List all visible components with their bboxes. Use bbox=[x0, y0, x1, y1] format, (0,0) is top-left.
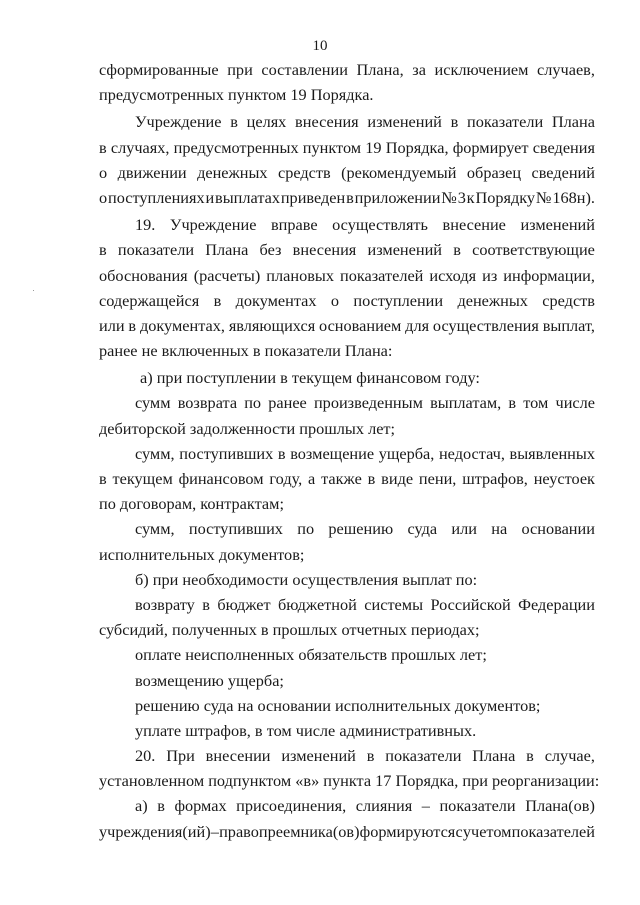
text-line bbox=[99, 341, 595, 366]
text-word: пени, bbox=[418, 469, 457, 488]
text-line bbox=[99, 188, 595, 213]
text-word: показатели bbox=[385, 746, 462, 766]
text-word: в bbox=[508, 393, 517, 413]
text-word: в bbox=[453, 240, 461, 260]
text-word: обоснования bbox=[99, 265, 188, 285]
text-word: по bbox=[244, 393, 262, 413]
text-word: о bbox=[99, 162, 108, 182]
text-word: суда bbox=[407, 519, 438, 539]
text-word: системы bbox=[364, 594, 424, 614]
text-word: случаях, bbox=[110, 137, 170, 157]
text-line bbox=[99, 138, 595, 163]
text-word: в bbox=[366, 746, 375, 766]
text-word: дебиторской задолженности прошлых лет; bbox=[99, 418, 396, 438]
text-word: слияния bbox=[355, 796, 413, 816]
text-word: приведен bbox=[280, 187, 346, 207]
text-line bbox=[99, 112, 595, 137]
text-word: Порядку bbox=[475, 187, 536, 207]
text-word: № bbox=[441, 187, 457, 207]
text-line bbox=[99, 469, 595, 494]
text-line bbox=[99, 240, 595, 265]
text-line bbox=[99, 545, 595, 570]
text-word: году, bbox=[269, 469, 303, 488]
text-word: 3 bbox=[457, 187, 466, 207]
text-word: При bbox=[166, 746, 195, 766]
text-word: установленном подпунктом «в» пункта 17 Порядка, при реорганизации: bbox=[99, 771, 600, 791]
text-word: формах bbox=[174, 796, 227, 816]
text-word: внесения bbox=[292, 240, 357, 260]
text-word: пунктом bbox=[302, 137, 362, 157]
text-word: решению суда на основании исполнительных документов; bbox=[135, 695, 541, 715]
text-line bbox=[99, 822, 595, 847]
text-word: с bbox=[455, 821, 463, 841]
text-word: основании bbox=[521, 519, 595, 539]
text-word: случае, bbox=[544, 746, 595, 766]
text-word: изменений bbox=[367, 112, 442, 132]
text-word: ущерба, bbox=[378, 443, 435, 463]
document-body bbox=[99, 60, 600, 847]
text-line bbox=[99, 60, 595, 85]
text-word: по bbox=[297, 519, 315, 539]
text-word: в bbox=[128, 315, 137, 335]
text-word: Плана, bbox=[356, 60, 404, 79]
text-word: показатели bbox=[439, 796, 516, 816]
text-word: сумм, bbox=[135, 519, 175, 539]
text-word: изменений bbox=[281, 746, 356, 766]
text-word: изменений bbox=[367, 240, 443, 260]
text-word: присоединения, bbox=[236, 796, 347, 816]
text-word: финансовом bbox=[178, 469, 264, 488]
text-word: (расчеты) bbox=[193, 265, 261, 285]
text-word: а) bbox=[135, 796, 148, 816]
text-word: внесения bbox=[295, 112, 359, 132]
text-word: денежных bbox=[197, 162, 268, 182]
text-word: в bbox=[157, 796, 165, 816]
text-word: Порядка, bbox=[385, 137, 449, 157]
text-word: содержащейся bbox=[99, 290, 200, 310]
text-word: 19. bbox=[135, 215, 156, 235]
text-word: показателей bbox=[340, 265, 424, 285]
text-word: внесении bbox=[205, 746, 271, 766]
text-word: в bbox=[367, 469, 376, 488]
text-word: учреждения(ий) bbox=[99, 821, 211, 841]
text-word: показатели bbox=[117, 240, 195, 260]
text-word: без bbox=[259, 240, 282, 260]
text-word: сведений bbox=[531, 162, 595, 182]
text-word: образец bbox=[466, 162, 522, 182]
text-word: 20. bbox=[135, 746, 156, 766]
text-line bbox=[99, 266, 595, 291]
text-word: при bbox=[227, 60, 253, 79]
text-word: документах, bbox=[139, 315, 225, 335]
text-word: 168н). bbox=[552, 187, 595, 207]
text-word: плановых bbox=[266, 265, 334, 285]
text-line bbox=[99, 570, 595, 595]
text-word: сумм, bbox=[135, 443, 175, 463]
text-line bbox=[99, 494, 595, 519]
text-word: № bbox=[535, 187, 552, 207]
text-line bbox=[99, 645, 595, 670]
text-word: недостач, bbox=[438, 443, 505, 463]
text-word: решению bbox=[328, 519, 394, 539]
text-word: также bbox=[321, 469, 362, 488]
text-word: Российской bbox=[430, 594, 511, 614]
text-line bbox=[99, 368, 595, 393]
text-word: оплате неисполненных обязательств прошлых лет; bbox=[135, 645, 487, 665]
text-word: ранее bbox=[268, 393, 307, 413]
text-word: в bbox=[346, 187, 354, 207]
text-word: поступлениях bbox=[107, 187, 205, 207]
text-word: уплате штрафов, в том числе административных. bbox=[135, 720, 477, 740]
text-word: внесение bbox=[442, 215, 506, 235]
text-word: из bbox=[482, 265, 498, 285]
text-line bbox=[99, 746, 595, 771]
text-word: вправе bbox=[270, 215, 318, 235]
text-word: возврата bbox=[177, 393, 238, 413]
text-word: Федерации bbox=[518, 594, 595, 614]
text-word: выплат, bbox=[542, 315, 595, 335]
page-number: 10 bbox=[312, 38, 328, 54]
text-line bbox=[99, 163, 595, 188]
text-word: штрафов, bbox=[462, 469, 528, 488]
text-word: являющихся bbox=[228, 315, 316, 335]
text-word: в bbox=[99, 137, 107, 157]
text-word: движении bbox=[117, 162, 187, 182]
text-word: Плана bbox=[205, 240, 249, 260]
text-line bbox=[99, 393, 595, 418]
text-line bbox=[99, 519, 595, 544]
text-line bbox=[99, 316, 595, 341]
text-word: показатели bbox=[467, 112, 544, 132]
text-word: формируются bbox=[359, 821, 456, 841]
text-word: а) при поступлении в текущем финансовом году: bbox=[140, 368, 480, 388]
text-word: (рекомендуемый bbox=[341, 162, 457, 182]
text-word: правопреемника(ов) bbox=[219, 821, 360, 841]
text-word: ранее не включенных в показатели Плана: bbox=[99, 341, 393, 361]
text-line bbox=[99, 620, 595, 645]
text-word: о bbox=[99, 187, 108, 207]
text-word: основанием bbox=[319, 315, 402, 335]
text-word: Плана bbox=[551, 112, 595, 132]
text-word: и bbox=[205, 187, 215, 207]
text-word: или bbox=[451, 519, 477, 539]
text-word: Плана bbox=[472, 746, 516, 766]
scan-speck bbox=[33, 290, 34, 291]
text-word: неустоек bbox=[533, 469, 595, 488]
text-word: информации, bbox=[503, 265, 595, 285]
text-word: денежных bbox=[457, 290, 528, 310]
text-word: выплатах bbox=[215, 187, 280, 207]
text-word: выплатам, bbox=[430, 393, 502, 413]
text-word: бюджет bbox=[217, 594, 271, 614]
text-word: произведенным bbox=[313, 393, 423, 413]
text-word: показателей bbox=[511, 821, 595, 841]
text-word: для bbox=[405, 315, 430, 335]
text-word: средств bbox=[278, 162, 331, 182]
text-line bbox=[99, 215, 595, 240]
text-line bbox=[99, 796, 595, 821]
text-line bbox=[99, 721, 595, 746]
text-word: за bbox=[412, 60, 426, 79]
text-word: предусмотренных пунктом 19 Порядка. bbox=[99, 85, 374, 105]
text-line bbox=[99, 419, 595, 444]
text-word: а bbox=[308, 469, 316, 488]
text-word: б) при необходимости осуществления выплат по: bbox=[135, 569, 478, 589]
text-word: субсидий, полученных в прошлых отчетных периодах; bbox=[99, 620, 480, 640]
text-line bbox=[99, 696, 595, 721]
text-line bbox=[99, 595, 595, 620]
text-word: составлении bbox=[261, 60, 348, 79]
text-word: исполнительных документов; bbox=[99, 544, 305, 564]
text-word: поступивших bbox=[179, 443, 274, 463]
text-word: Плана(ов) bbox=[525, 796, 595, 816]
text-word: возмещению ущерба; bbox=[135, 670, 284, 690]
text-line bbox=[99, 85, 595, 110]
text-line bbox=[99, 444, 595, 469]
text-line bbox=[99, 771, 600, 796]
text-word: том bbox=[523, 393, 549, 413]
text-word: текущем bbox=[112, 469, 173, 488]
text-word: возврату bbox=[135, 594, 195, 614]
text-word: – bbox=[421, 796, 430, 816]
text-word: возмещение bbox=[290, 443, 375, 463]
text-word: в bbox=[99, 240, 107, 260]
text-word: предусмотренных bbox=[173, 137, 299, 157]
text-word: осуществлять bbox=[332, 215, 428, 235]
text-word: в bbox=[230, 112, 238, 132]
text-word: осуществления bbox=[432, 315, 539, 335]
text-word: документах bbox=[235, 290, 317, 310]
text-word: приложении bbox=[354, 187, 441, 207]
text-line bbox=[99, 291, 595, 316]
text-word: выявленных bbox=[509, 443, 595, 463]
text-word: в bbox=[450, 112, 459, 132]
text-word: исключением bbox=[434, 60, 529, 79]
text-word: в bbox=[202, 594, 210, 614]
text-word: поступивших bbox=[188, 519, 283, 539]
text-word: учетом bbox=[462, 821, 512, 841]
text-word: соответствующие bbox=[472, 240, 595, 260]
text-word: сведения bbox=[532, 137, 595, 157]
text-word: или bbox=[99, 315, 125, 335]
text-word: – bbox=[210, 821, 219, 841]
text-word: виде bbox=[381, 469, 414, 488]
text-line bbox=[99, 671, 595, 696]
text-word: сумм bbox=[135, 393, 171, 413]
text-word: в bbox=[526, 746, 534, 766]
text-word: в bbox=[277, 443, 286, 463]
text-word: на bbox=[491, 519, 508, 539]
text-word: в bbox=[99, 469, 107, 488]
text-word: по договорам, контрактам; bbox=[99, 494, 284, 514]
text-word: целях bbox=[246, 112, 287, 132]
text-word: исходя bbox=[429, 265, 477, 285]
text-word: о bbox=[330, 290, 340, 310]
text-word: в bbox=[213, 290, 222, 310]
text-word: случаев, bbox=[537, 60, 595, 79]
text-word: числе bbox=[555, 393, 595, 413]
text-word: Учреждение bbox=[135, 112, 222, 132]
text-word: формирует bbox=[452, 137, 529, 157]
text-word: 19 bbox=[365, 137, 382, 157]
text-word: к bbox=[466, 187, 475, 207]
text-word: сформированные bbox=[99, 60, 219, 79]
text-word: поступлении bbox=[353, 290, 444, 310]
text-word: Учреждение bbox=[169, 215, 257, 235]
text-word: изменений bbox=[520, 215, 595, 235]
text-word: бюджетной bbox=[278, 594, 357, 614]
text-word: средств bbox=[542, 290, 595, 310]
